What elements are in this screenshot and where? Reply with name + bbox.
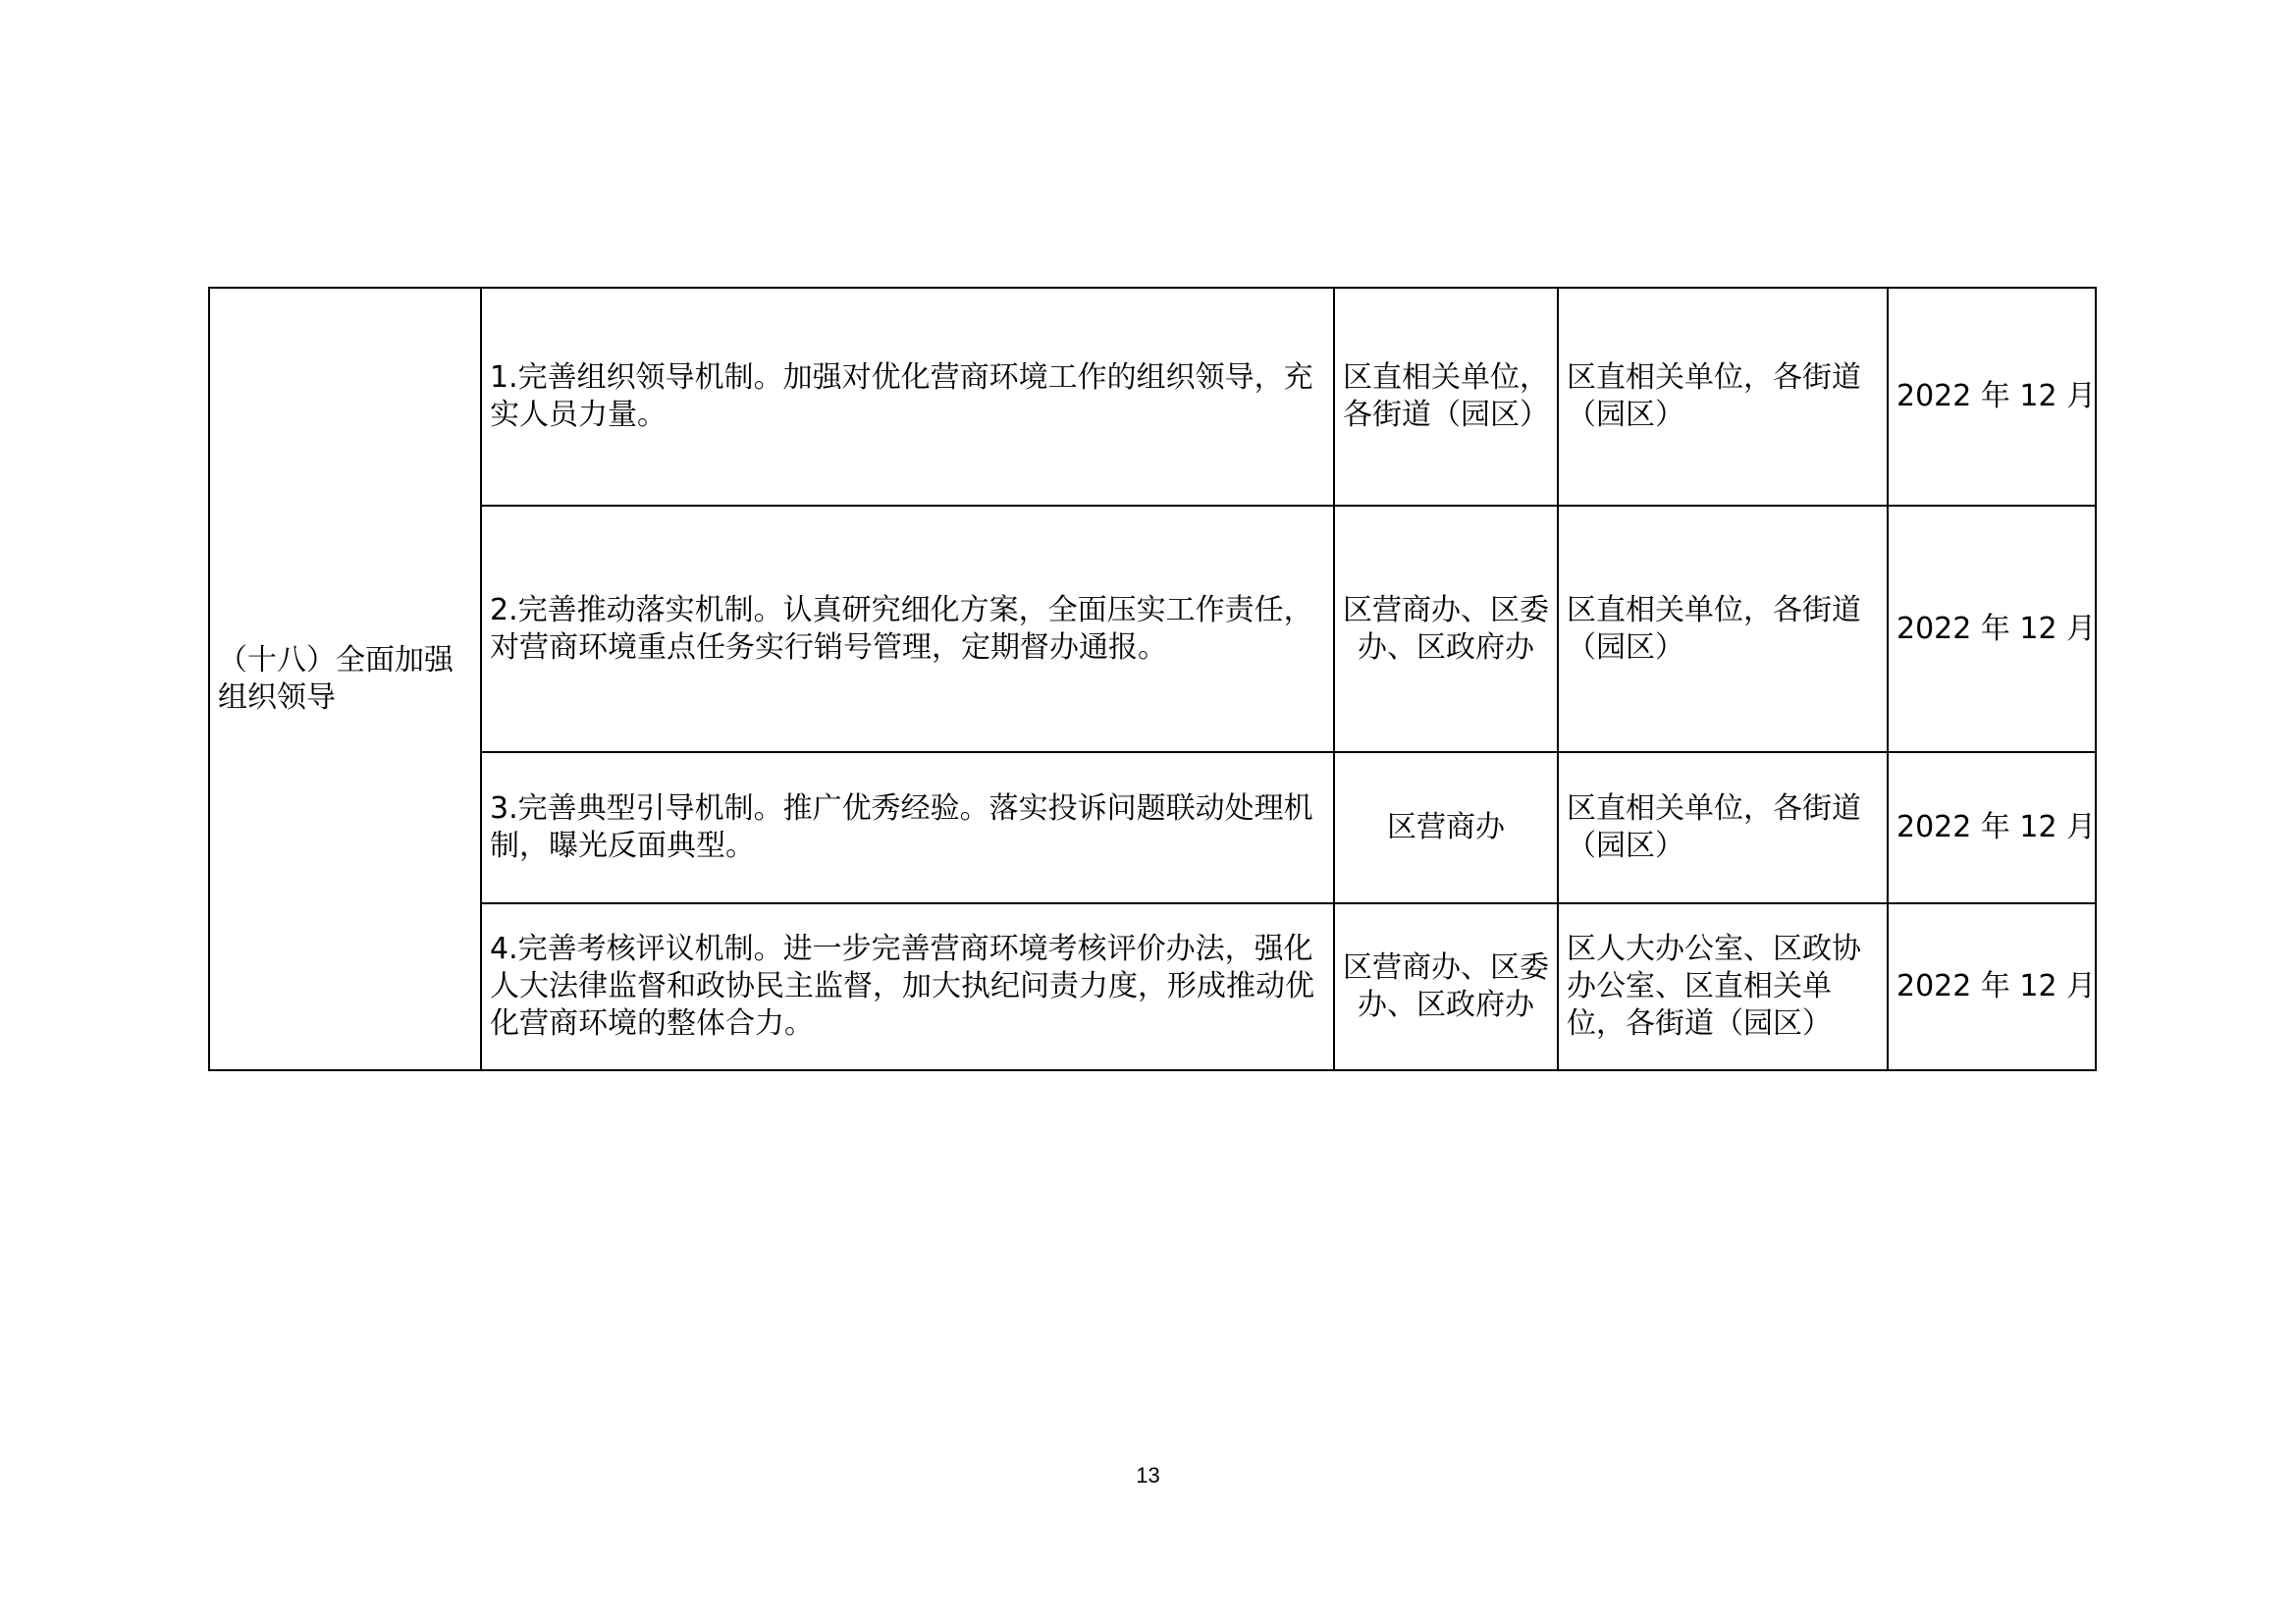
task-cell: 2.完善推动落实机制。认真研究细化方案，全面压实工作责任，对营商环境重点任务实行销号管理，定期督办通报。 [481, 506, 1334, 752]
lead-unit-cell: 区营商办、区委办、区政府办 [1334, 903, 1558, 1070]
lead-unit-cell: 区直相关单位，各街道（园区） [1334, 288, 1558, 506]
task-cell: 4.完善考核评议机制。进一步完善营商环境考核评价办法，强化人大法律监督和政协民主监督，加大执纪问责力度，形成推动优化营商环境的整体合力。 [481, 903, 1334, 1070]
responsible-unit-cell: 区人大办公室、区政协办公室、区直相关单位，各街道（园区） [1558, 903, 1888, 1070]
responsible-unit-cell: 区直相关单位，各街道（园区） [1558, 288, 1888, 506]
page-number: 13 [1136, 1463, 1160, 1488]
table-row [209, 506, 2096, 752]
table-row [209, 752, 2096, 903]
lead-unit-cell: 区营商办 [1334, 752, 1558, 903]
deadline-cell: 2022 年 12 月 [1888, 288, 2096, 506]
task-cell: 3.完善典型引导机制。推广优秀经验。落实投诉问题联动处理机制，曝光反面典型。 [481, 752, 1334, 903]
deadline-cell: 2022 年 12 月 [1888, 903, 2096, 1070]
responsible-unit-cell: 区直相关单位，各街道（园区） [1558, 506, 1888, 752]
task-cell: 1.完善组织领导机制。加强对优化营商环境工作的组织领导，充实人员力量。 [481, 288, 1334, 506]
deadline-cell: 2022 年 12 月 [1888, 506, 2096, 752]
lead-unit-cell: 区营商办、区委办、区政府办 [1334, 506, 1558, 752]
responsible-unit-cell: 区直相关单位，各街道（园区） [1558, 752, 1888, 903]
deadline-cell: 2022 年 12 月 [1888, 752, 2096, 903]
table-row [209, 903, 2096, 1070]
table-row [209, 288, 2096, 506]
category-cell: （十八）全面加强组织领导 [209, 288, 481, 1070]
task-table [208, 287, 2097, 1071]
